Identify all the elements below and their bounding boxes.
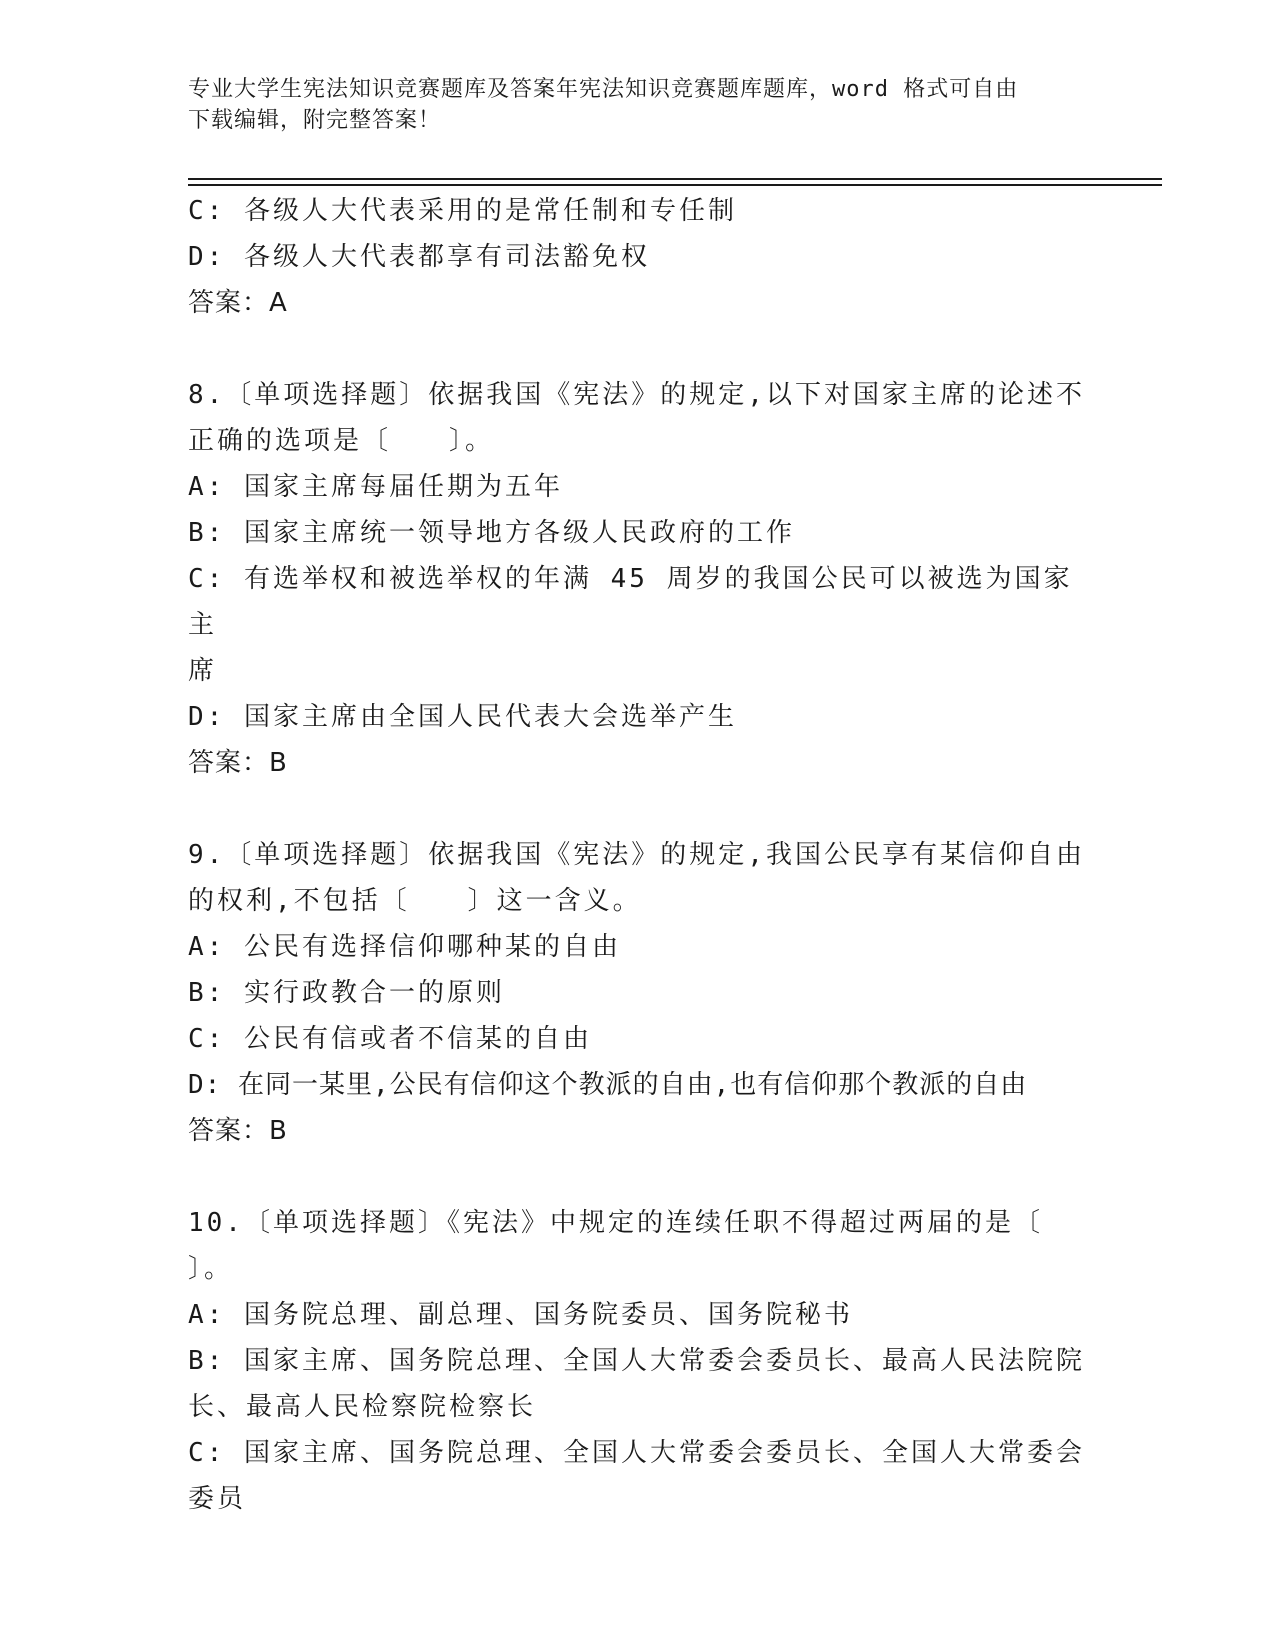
question-7-tail xyxy=(188,188,1088,326)
option-a: A: 国家主席每届任期为五年 xyxy=(188,472,563,502)
option-a: A: 公民有选择信仰哪种某的自由 xyxy=(188,932,621,962)
question-list xyxy=(188,188,1088,1522)
question-8 xyxy=(188,372,1088,786)
question-9 xyxy=(188,832,1088,1154)
option-c-continued: 席 xyxy=(188,656,218,686)
spacer xyxy=(188,1154,1088,1200)
option-b: B: 国家主席统一领导地方各级人民政府的工作 xyxy=(188,518,795,548)
header-divider-top xyxy=(188,178,1162,180)
question-stem: 10.〔单项选择题〕《宪法》中规定的连续任职不得超过两届的是〔 xyxy=(188,1208,1043,1238)
option-b: B: 实行政教合一的原则 xyxy=(188,978,505,1008)
option-c: C: 公民有信或者不信某的自由 xyxy=(188,1024,592,1054)
answer-label: 答案：B xyxy=(188,748,288,778)
option-c: C: 有选举权和被选举权的年满 45 周岁的我国公民可以被选为国家主 xyxy=(188,564,1073,640)
option-b-continued: 长、最高人民检察院检察长 xyxy=(188,1392,537,1422)
question-stem-continued: 〕。 xyxy=(188,1254,234,1284)
answer-label: 答案：A xyxy=(188,288,288,318)
question-stem: 9.〔单项选择题〕依据我国《宪法》的规定,我国公民享有某信仰自由 xyxy=(188,840,1085,870)
option-b: B: 国家主席、国务院总理、全国人大常委会委员长、最高人民法院院 xyxy=(188,1346,1085,1376)
header-line-1: 专业大学生宪法知识竞赛题库及答案年宪法知识竞赛题库题库，word 格式可自由 xyxy=(188,77,1019,102)
option-c: C: 国家主席、国务院总理、全国人大常委会委员长、全国人大常委会 xyxy=(188,1438,1085,1468)
spacer xyxy=(188,786,1088,832)
question-stem: 8.〔单项选择题〕依据我国《宪法》的规定,以下对国家主席的论述不 xyxy=(188,380,1085,410)
question-stem-continued: 的权利,不包括〔 〕这一含义。 xyxy=(188,886,642,916)
option-d: D: 在同一某里,公民有信仰这个教派的自由,也有信仰那个教派的自由 xyxy=(188,1070,1028,1100)
question-10 xyxy=(188,1200,1088,1522)
header-divider-bottom xyxy=(188,184,1162,186)
document-header xyxy=(188,74,1088,136)
option-d: D: 各级人大代表都享有司法豁免权 xyxy=(188,242,650,272)
spacer xyxy=(188,326,1088,372)
question-stem-continued: 正确的选项是〔 〕。 xyxy=(188,426,495,456)
answer-label: 答案：B xyxy=(188,1116,288,1146)
option-a: A: 国务院总理、副总理、国务院委员、国务院秘书 xyxy=(188,1300,853,1330)
option-c-continued: 委员 xyxy=(188,1484,247,1514)
option-d: D: 国家主席由全国人民代表大会选举产生 xyxy=(188,702,737,732)
option-c: C: 各级人大代表采用的是常任制和专任制 xyxy=(188,196,737,226)
header-line-2: 下载编辑，附完整答案！ xyxy=(188,108,442,133)
